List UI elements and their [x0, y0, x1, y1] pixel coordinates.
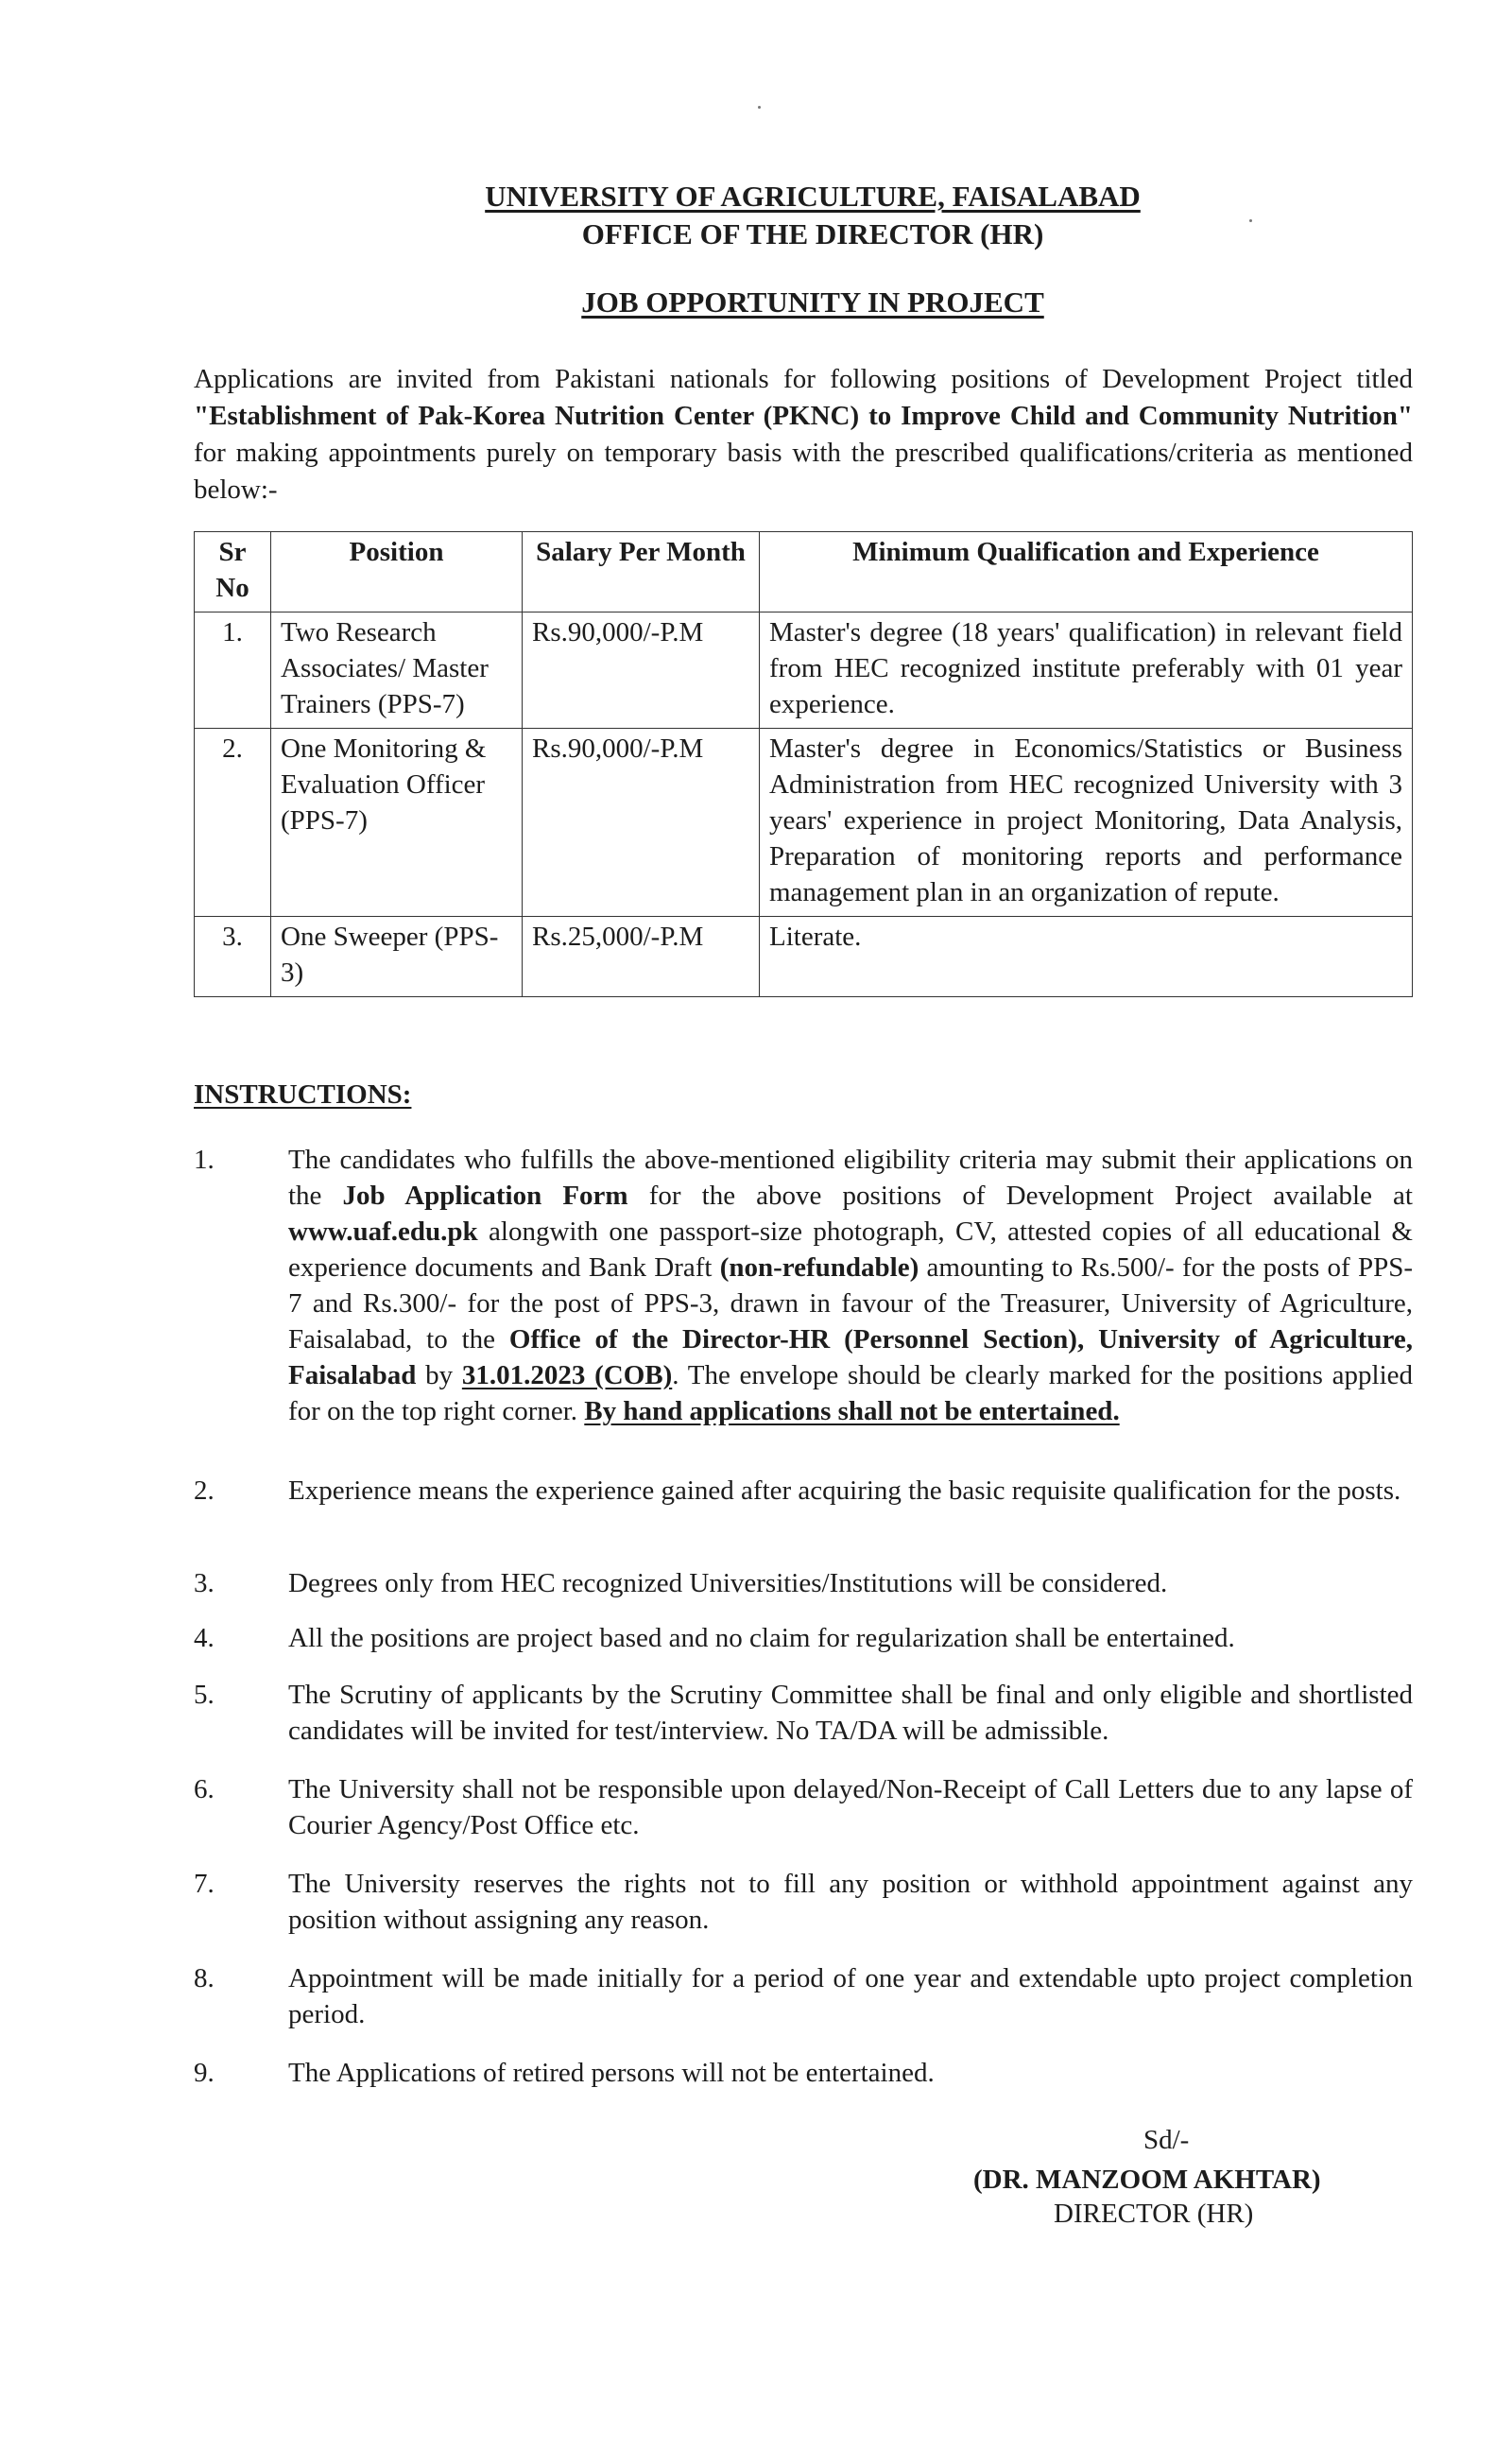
- row-sr: 3.: [195, 917, 271, 997]
- row-sr: 1.: [195, 612, 271, 729]
- instruction-item: [194, 1565, 1413, 1601]
- table-header-row: [195, 532, 1413, 612]
- intro-text-1: Applications are invited from Pakistani nationals for following positions of Development Project titled: [194, 364, 1413, 394]
- row-qualification: Master's degree (18 years' qualification) in relevant field from HEC recognized institute preferably with 01 year experience.: [760, 612, 1413, 729]
- instructions-heading: INSTRUCTIONS:: [194, 1079, 412, 1110]
- instruction-number: 4.: [194, 1623, 215, 1653]
- instruction-item: [194, 2055, 1413, 2091]
- instruction-text: Appointment will be made initially for a period of one year and extendable upto project completion period.: [288, 1963, 1413, 2029]
- form-name: Job Application Form: [342, 1181, 628, 1211]
- signatory-name: (DR. MANZOOM AKHTAR): [973, 2165, 1321, 2195]
- table-row: [195, 612, 1413, 729]
- instruction-number: 7.: [194, 1869, 215, 1899]
- instruction-number: 2.: [194, 1475, 215, 1506]
- project-title: "Establishment of Pak-Korea Nutrition Center (PKNC) to Improve Child and Community Nutrition": [194, 401, 1413, 431]
- instruction-text: All the positions are project based and no claim for regularization shall be entertained.: [288, 1623, 1235, 1653]
- row-salary: Rs.90,000/-P.M: [523, 729, 760, 917]
- instruction-number: 1.: [194, 1145, 215, 1175]
- scan-speck: [1249, 219, 1252, 222]
- header-qualification: Minimum Qualification and Experience: [760, 532, 1413, 612]
- positions-table: [194, 531, 1413, 997]
- table-row: [195, 917, 1413, 997]
- instruction-item: [194, 1142, 1413, 1429]
- row-qualification: Master's degree in Economics/Statistics or Business Administration from HEC recognized University with 3 years' experience in project Monitoring, Data Analysis, Preparation of monitoring reports and performance management plan in an organization of repute.: [760, 729, 1413, 917]
- header-position: Position: [271, 532, 523, 612]
- instruction-text: The Scrutiny of applicants by the Scrutiny Committee shall be final and only eligible and shortlisted candidates will be invited for test/interview. No TA/DA will be admissible.: [288, 1680, 1413, 1746]
- row-salary: Rs.90,000/-P.M: [523, 612, 760, 729]
- instruction-text: The candidates who fulfills the above-mentioned eligibility criteria may submit their applications on the Job Application Form for the above positions of Development Project available at www.uaf.edu.pk alongwith one passport-size photograph, CV, attested copies of all educational & experience documents and Bank Draft (non-refundable) amounting to Rs.500/- for the posts of PPS-7 and Rs.300/- for the post of PPS-3, drawn in favour of the Treasurer, University of Agriculture, Faisalabad, to the Office of the Director-HR (Personnel Section), University of Agriculture, Faisalabad by 31.01.2023 (COB). The envelope should be clearly marked for the positions applied for on the top right corner. By hand applications shall not be entertained.: [288, 1145, 1414, 1426]
- instruction-number: 3.: [194, 1568, 215, 1598]
- signatory-title: DIRECTOR (HR): [1054, 2199, 1254, 2229]
- instruction-text: The University reserves the rights not to fill any position or withhold appointment against any position without assigning any reason.: [288, 1869, 1413, 1935]
- university-name: UNIVERSITY OF AGRICULTURE, FAISALABAD: [485, 180, 1141, 213]
- deadline-date: 31.01.2023 (COB): [461, 1360, 673, 1390]
- instruction-number: 8.: [194, 1963, 215, 1993]
- instruction-number: 5.: [194, 1680, 215, 1710]
- intro-paragraph: [194, 361, 1413, 509]
- instruction-item: [194, 1473, 1413, 1509]
- table-row: [195, 729, 1413, 917]
- office-address: Office of the Director-HR (Personnel Section), University of Agriculture, Faisalabad: [288, 1324, 1413, 1390]
- header-salary: Salary Per Month: [523, 532, 760, 612]
- website-link: www.uaf.edu.pk: [288, 1216, 478, 1247]
- office-name: OFFICE OF THE DIRECTOR (HR): [581, 217, 1044, 250]
- signature-mark: Sd/-: [1143, 2125, 1190, 2155]
- document-title: JOB OPPORTUNITY IN PROJECT: [581, 285, 1044, 319]
- by-hand-notice: By hand applications shall not be entertained.: [584, 1396, 1120, 1426]
- instruction-item: [194, 1620, 1413, 1656]
- scan-speck: [758, 106, 761, 109]
- instruction-item: [194, 1960, 1413, 2032]
- row-position: Two Research Associates/ Master Trainers (PPS-7): [271, 612, 523, 729]
- instruction-item: [194, 1677, 1413, 1749]
- row-position: One Monitoring & Evaluation Officer (PPS-7): [271, 729, 523, 917]
- instruction-text: The Applications of retired persons will not be entertained.: [288, 2058, 935, 2088]
- row-position: One Sweeper (PPS-3): [271, 917, 523, 997]
- intro-text-2: for making appointments purely on temporary basis with the prescribed qualifications/criteria as mentioned below:-: [194, 438, 1413, 505]
- row-sr: 2.: [195, 729, 271, 917]
- instruction-text: Degrees only from HEC recognized Universities/Institutions will be considered.: [288, 1568, 1168, 1598]
- instruction-number: 9.: [194, 2058, 215, 2088]
- instruction-number: 6.: [194, 1774, 215, 1804]
- instruction-item: [194, 1866, 1413, 1938]
- row-salary: Rs.25,000/-P.M: [523, 917, 760, 997]
- instruction-text: Experience means the experience gained after acquiring the basic requisite qualification for the posts.: [288, 1475, 1401, 1506]
- header-sr: Sr No: [195, 532, 271, 612]
- row-qualification: Literate.: [760, 917, 1413, 997]
- instruction-text: The University shall not be responsible upon delayed/Non-Receipt of Call Letters due to any lapse of Courier Agency/Post Office etc.: [288, 1774, 1413, 1840]
- instruction-item: [194, 1771, 1413, 1843]
